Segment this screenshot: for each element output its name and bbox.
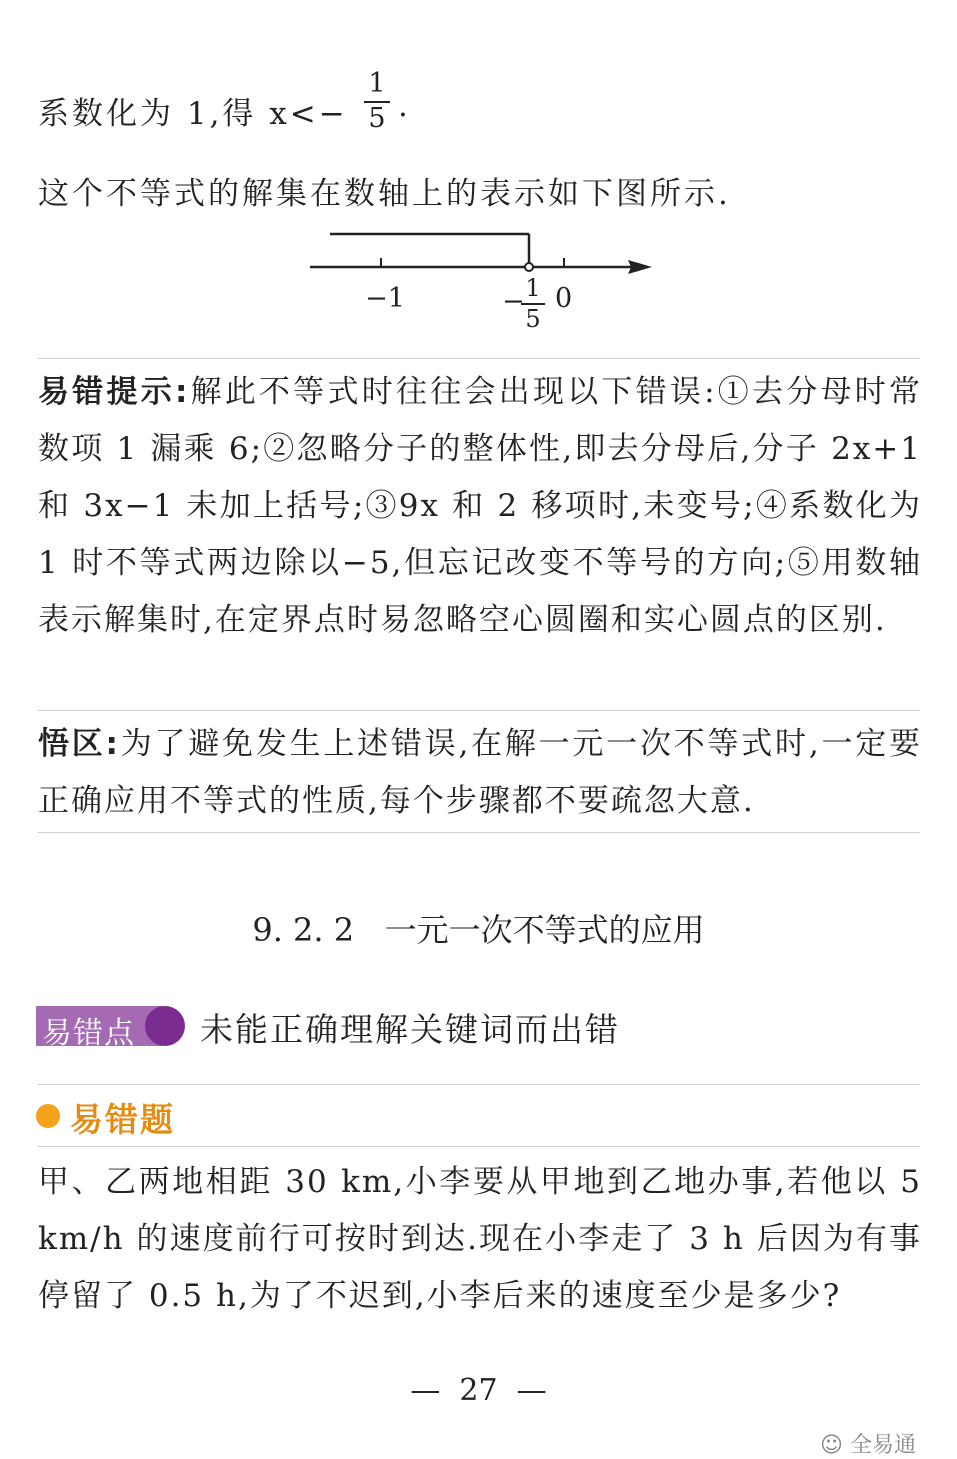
error-point-tag (36, 1006, 186, 1051)
divider (38, 1146, 920, 1147)
label-neg-sign: − (502, 286, 525, 317)
enlighten-paragraph (38, 716, 922, 830)
enlighten-text: 为了避免发生上述错误,在解一元一次不等式时,一定要正确应用不等式的性质,每个步骤都不要疏忽大意. (38, 726, 922, 819)
open-circle-point (525, 263, 533, 271)
label-neg1: −1 (365, 283, 405, 314)
result-period: . (398, 88, 411, 124)
divider (38, 710, 920, 711)
number-line-diagram (300, 222, 670, 348)
axis-arrow (628, 260, 652, 274)
tag-label: 易错点 (42, 1016, 135, 1051)
result-text: 系数化为 1,得 x<− (38, 96, 348, 132)
fraction-denominator: 5 (368, 103, 386, 134)
error-tip-text: 解此不等式时往往会出现以下错误:①去分母时常数项 1 漏乘 6;②忽略分子的整体性,即去分母后,分子 2x+1 和 3x−1 未加上括号;③9x 和 2 移项时,未变号;④系数化为 1 时不等式两边除以−5,但忘记改变不等号的方向;⑤用数轴表示解集时,在定界点时易忽略空心圆圈和实心圆点的区别. (38, 374, 922, 638)
divider (38, 358, 920, 359)
divider (38, 832, 920, 833)
orange-dot-icon (36, 1104, 60, 1128)
divider (38, 1084, 920, 1085)
tag-circle-icon (145, 1006, 185, 1046)
error-tip-label: 易错提示: (38, 374, 190, 410)
label-fraction-denominator: 5 (525, 305, 541, 333)
result-line (38, 88, 348, 133)
watermark (820, 1428, 916, 1459)
error-problem-text: 甲、乙两地相距 30 km,小李要从甲地到乙地办事,若他以 5 km/h 的速度前行可按时到达.现在小李走了 3 h 后因为有事停留了 0.5 h,为了不迟到,小李后来的速度至少是多少? (38, 1164, 922, 1314)
fraction-numerator: 1 (368, 68, 386, 99)
label-fraction (518, 274, 548, 333)
error-point-title: 未能正确理解关键词而出错 (200, 1010, 620, 1049)
number-line-intro: 这个不等式的解集在数轴上的表示如下图所示. (38, 176, 731, 212)
label-fraction-numerator: 1 (525, 274, 541, 302)
result-fraction (360, 68, 394, 134)
enlighten-label: 悟区: (38, 726, 120, 762)
page-number: — 27 — (410, 1373, 547, 1408)
watermark-text: 全易通 (849, 1433, 916, 1458)
error-problem-label: 易错题 (70, 1100, 175, 1139)
section-title: 9. 2. 2 一元一次不等式的应用 (252, 911, 705, 949)
error-tip-paragraph (38, 364, 922, 706)
label-zero: 0 (555, 283, 573, 314)
wechat-icon: ☺ (820, 1433, 850, 1458)
